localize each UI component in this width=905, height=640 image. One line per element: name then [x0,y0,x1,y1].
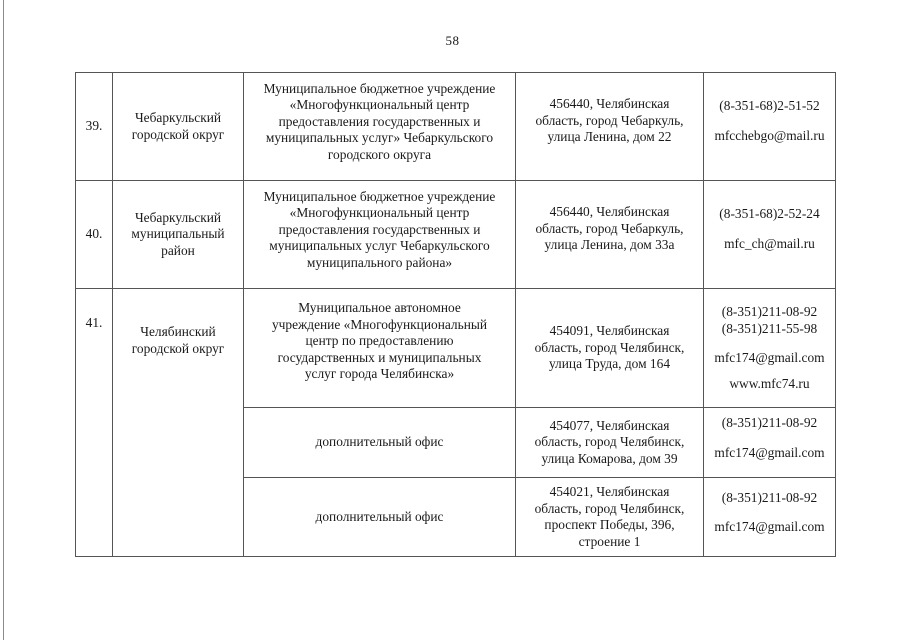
row-number: 40. [76,181,113,289]
email-link[interactable]: mfc174@gmail.com [714,350,825,365]
page-number: 58 [445,33,460,48]
address-cell: 456440, Челябинская область, город Чебаркуль, улица Ленина, дом 33а [516,181,704,289]
organization-cell: Муниципальное бюджетное учреждение «Многофункциональный центр предоставления государственных и муниципальных услуг» Чебаркульского городского округа [244,73,516,181]
mfc-registry-table [75,72,836,557]
email-link[interactable]: mfc174@gmail.com [714,519,825,534]
address-cell: 454091, Челябинская область, город Челябинск, улица Труда, дом 164 [516,289,704,408]
email-link[interactable]: mfc174@gmail.com [714,444,825,460]
phone: (8-351)211-08-92 [721,304,818,319]
address-cell: 456440, Челябинская область, город Чебаркуль, улица Ленина, дом 22 [516,73,704,181]
table-row [76,289,836,408]
page-edge [3,0,4,640]
organization-cell: Муниципальное автономное учреждение «Многофункциональный центр по предоставлению государственных и муниципальных услуг города Челябинска» [244,289,516,408]
organization-cell: дополнительный офис [244,408,516,478]
contacts-cell [704,181,836,289]
row-number: 41. [76,289,113,557]
row-number: 39. [76,73,113,181]
table-row [76,73,836,181]
address-cell: 454021, Челябинская область, город Челябинск, проспект Победы, 396, строение 1 [516,478,704,557]
phone: (8-351-68)2-51-52 [719,98,820,113]
phone: (8-351)211-55-98 [721,320,818,336]
email-link[interactable]: mfc_ch@mail.ru [724,235,815,251]
website-link[interactable]: www.mfc74.ru [729,375,810,391]
organization-cell: дополнительный офис [244,478,516,557]
address-cell: 454077, Челябинская область, город Челябинск, улица Комарова, дом 39 [516,408,704,478]
phone: (8-351)211-08-92 [721,489,818,505]
municipality-cell: Чебаркульский муниципальный район [113,181,244,289]
contacts-cell [704,408,836,478]
contacts-cell [704,478,836,557]
organization-cell: Муниципальное бюджетное учреждение «Многофункциональный центр предоставления государственных и муниципальных услуг Чебаркульского муниципального района» [244,181,516,289]
contacts-cell [704,289,836,408]
municipality-cell: Челябинский городской округ [113,289,244,557]
contacts-cell [704,73,836,181]
table-row [76,181,836,289]
phone: (8-351)211-08-92 [721,415,818,430]
municipality-cell: Чебаркульский городской округ [113,73,244,181]
email-link[interactable]: mfcchebgo@mail.ru [714,127,825,143]
phone: (8-351-68)2-52-24 [719,206,820,221]
